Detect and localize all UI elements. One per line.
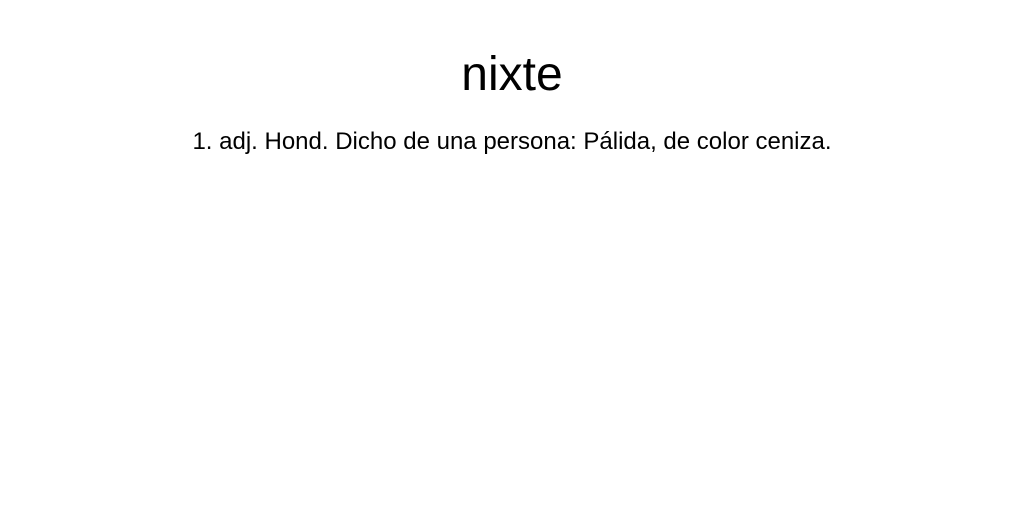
definition-1: 1. adj. Hond. Dicho de una persona: Pálida, de color ceniza. xyxy=(192,128,832,155)
dictionary-entry xyxy=(0,0,1024,157)
headword: nixte xyxy=(461,48,563,101)
